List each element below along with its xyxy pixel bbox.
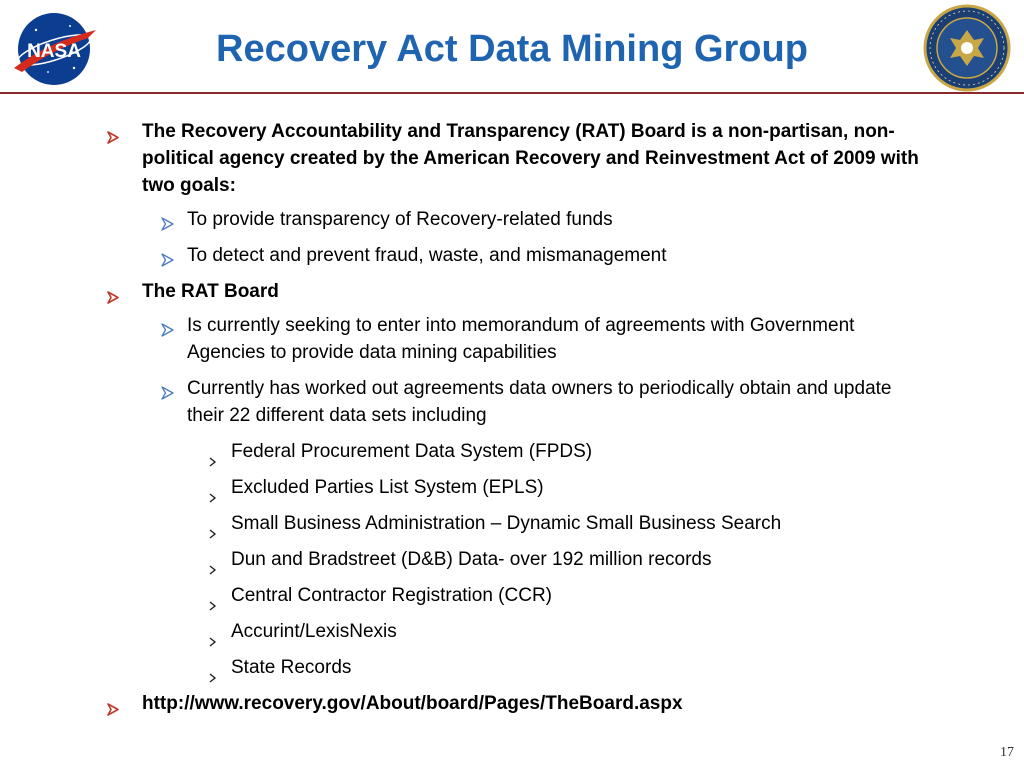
bullet-arrow-icon (107, 125, 119, 152)
list-item (187, 206, 927, 233)
page-number: 17 (1000, 745, 1014, 760)
page-title: Recovery Act Data Mining Group (216, 28, 808, 70)
list-item (187, 312, 927, 366)
bullet-chevron-icon (209, 628, 217, 655)
slide-header (0, 0, 1024, 96)
bullet-arrow-icon (107, 285, 119, 312)
bullet-chevron-icon (209, 520, 217, 547)
list-item (231, 438, 951, 465)
list-item-text: Excluded Parties List System (EPLS) (231, 477, 544, 498)
list-item (231, 474, 951, 501)
list-item-text: State Records (231, 657, 352, 678)
bullet-arrow-icon (161, 248, 174, 275)
list-item-text: Central Contractor Registration (CCR) (231, 585, 552, 606)
list-item-text: To provide transparency of Recovery-related funds (187, 209, 613, 230)
list-item-text: To detect and prevent fraud, waste, and mismanagement (187, 245, 667, 266)
list-item (231, 654, 951, 681)
list-item (142, 118, 942, 199)
list-item-text: The RAT Board (142, 281, 279, 302)
bullet-arrow-icon (161, 318, 174, 345)
bullet-list (0, 118, 1024, 724)
bullet-arrow-icon (161, 212, 174, 239)
bullet-arrow-icon (107, 697, 119, 724)
list-item (231, 546, 951, 573)
list-item (231, 582, 951, 609)
inspector-general-seal-logo (922, 4, 1012, 92)
list-item-text: Small Business Administration – Dynamic Small Business Search (231, 513, 782, 534)
list-item (142, 278, 942, 305)
list-item-text: Dun and Bradstreet (D&B) Data- over 192 million records (231, 549, 712, 570)
list-item (187, 242, 927, 269)
list-item-text: Is currently seeking to enter into memorandum of agreements with Government Agencies to provide data mining capabilities (187, 315, 855, 363)
list-item-text: Accurint/LexisNexis (231, 621, 397, 642)
list-item (231, 510, 951, 537)
bullet-chevron-icon (209, 592, 217, 619)
list-item (187, 375, 927, 429)
bullet-chevron-icon (209, 556, 217, 583)
bullet-chevron-icon (209, 448, 217, 475)
header-divider (0, 92, 1024, 94)
svg-text:NASA: NASA (27, 41, 81, 62)
board-url-link[interactable]: http://www.recovery.gov/About/board/Pages/TheBoard.aspx (142, 693, 683, 714)
list-item-text: Currently has worked out agreements data owners to periodically obtain and update their 22 different data sets including (187, 378, 892, 426)
bullet-chevron-icon (209, 484, 217, 511)
list-item (231, 618, 951, 645)
list-item-text: The Recovery Accountability and Transparency (RAT) Board is a non-partisan, non-political agency created by the American Recovery and Reinvestment Act of 2009 with two goals: (142, 121, 919, 196)
list-item[interactable] (142, 690, 942, 717)
bullet-chevron-icon (209, 664, 217, 691)
bullet-arrow-icon (161, 381, 174, 408)
list-item-text: Federal Procurement Data System (FPDS) (231, 441, 593, 462)
